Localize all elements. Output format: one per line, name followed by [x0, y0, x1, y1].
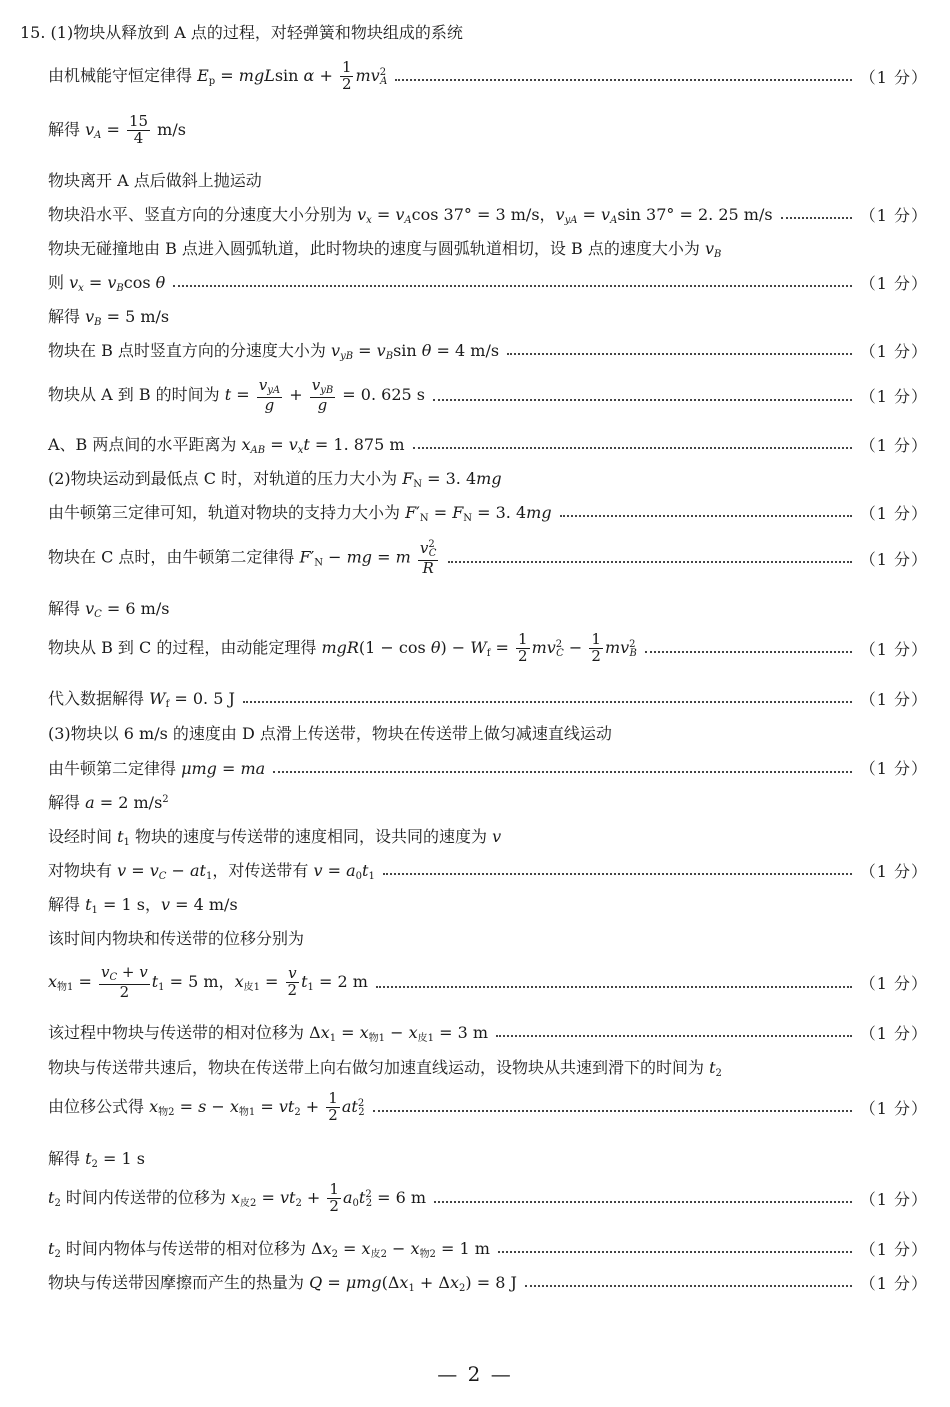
leader-dots: [433, 399, 852, 401]
line-tangent-at-b: [48, 236, 928, 260]
line-text: (2)物块运动到最低点 C 时，对轨道的压力大小为 $F_N = 3$. 4mg: [48, 469, 502, 490]
line-text: 物块从 A 到 B 的时间为 t = $\frac{v_{yA}}{g}$ + $\frac{v_{yB}}{g}$ = 0. 625 s: [48, 376, 425, 414]
line-text: 物块无碰撞地由 B 点进入圆弧轨道，此时物块的速度与圆弧轨道相切，设 B 点的速度大小为 $v_B$: [48, 239, 722, 260]
line-heat: [48, 1270, 928, 1294]
line-text: (3)物块以 6 m/s 的速度由 D 点滑上传送带，物块在传送带上做匀减速直线运动: [48, 724, 612, 743]
line-velocity-eq: [48, 858, 928, 882]
line-text: 对物块有 $v = v_C - at_1$，对传送带有 $v = a_0t_1$: [48, 861, 375, 882]
points-label: （1 分）: [859, 341, 928, 361]
line-belt-displacement-2: [48, 1182, 928, 1215]
line-newton-third: [48, 500, 928, 524]
line-relative-displacement-2: [48, 1236, 928, 1260]
points-label: （1 分）: [859, 549, 928, 569]
line-text: 解得 $v_C = 6$ m/s: [48, 599, 170, 620]
line-energy-conservation: [48, 60, 928, 93]
points-label: （1 分）: [859, 67, 928, 87]
leader-dots: [781, 217, 852, 219]
line-newton-second-c: [48, 540, 928, 576]
points-label: （1 分）: [859, 205, 928, 225]
leader-dots: [376, 986, 852, 988]
line-15-1: [20, 20, 928, 43]
page-number: — 2 —: [437, 1362, 513, 1386]
line-solve-vc: [48, 596, 928, 620]
line-vyb: [48, 338, 928, 362]
leader-dots: [395, 79, 851, 81]
line-common-velocity: [48, 824, 928, 848]
points-label: （1 分）: [859, 503, 928, 523]
points-label: （1 分）: [859, 689, 928, 709]
points-label: （1 分）: [859, 387, 928, 407]
points-label: （1 分）: [859, 759, 928, 778]
line-relative-displacement-1: [48, 1020, 928, 1044]
line-text: $t_2$ 时间内物体与传送带的相对位移为 $\Delta x_2 = x_{皮2} - x_{物2} = 1$ m: [48, 1239, 490, 1260]
line-15-3: [48, 721, 928, 744]
leader-dots: [507, 353, 852, 355]
line-text: 该时间内物块和传送带的位移分别为: [48, 929, 305, 948]
line-text: 解得 $t_2 = 1$ s: [48, 1149, 145, 1170]
line-text: 物块从 B 到 C 的过程，由动能定理得 $mgR(1 - \cos \theta) - W_f$ = $\frac{1}{2}$ $mv^2_C$ − $\frac{1}{2}$ $mv^2_B$: [48, 630, 637, 665]
line-text: 物块与传送带因摩擦而产生的热量为 $Q = \mu mg(\Delta x_1 + \Delta x_2) = 8$ J: [48, 1273, 517, 1294]
points-label: （1 分）: [859, 974, 928, 994]
leader-dots: [645, 651, 852, 653]
points-label: （1 分）: [859, 1023, 928, 1043]
points-label: （1 分）: [859, 435, 928, 455]
line-vx-relation: [48, 270, 928, 294]
leader-dots: [243, 701, 852, 703]
line-accelerate-right: [48, 1055, 928, 1079]
line-solve-va: [48, 114, 928, 147]
line-text: 由牛顿第三定律可知，轨道对物块的支持力大小为 $F'_N = F_N = 3$. 4mg: [48, 503, 552, 524]
line-projectile: [48, 168, 928, 191]
leader-dots: [496, 1035, 852, 1037]
line-text: 设经时间 $t_1$ 物块的速度与传送带的速度相同，设共同的速度为 v: [48, 827, 502, 848]
line-solve-t2: [48, 1146, 928, 1170]
points-label: （1 分）: [859, 1189, 928, 1209]
line-text: 物块与传送带共速后，物块在传送带上向右做匀加速直线运动，设物块从共速到滑下的时间为 $t_2$: [48, 1058, 722, 1079]
points-label: （1 分）: [859, 639, 928, 659]
line-text: 该过程中物块与传送带的相对位移为 $\Delta x_1 = x_{物1} - x_{皮1} = 3$ m: [48, 1023, 489, 1044]
leader-dots: [560, 515, 852, 517]
line-velocity-components: [48, 202, 928, 226]
points-label: （1 分）: [859, 1273, 928, 1293]
points-label: （1 分）: [859, 861, 928, 881]
line-time-ab: [48, 378, 928, 413]
line-text: 物块在 C 点时，由牛顿第二定律得 $F'_N$ − mg = m $\frac{v^2_C}{R}$: [48, 539, 437, 577]
points-label: （1 分）: [859, 1098, 928, 1118]
line-text: 物块离开 A 点后做斜上抛运动: [48, 171, 262, 190]
line-displacement-eq: [48, 965, 928, 1000]
leader-dots: [448, 561, 851, 563]
line-text: 则 $v_x = v_B\cos$ θ: [48, 273, 166, 294]
line-text: 解得 a = 2 $m/s^2$: [48, 793, 169, 812]
line-text: 解得 $v_A$ = $\frac{15}{4}$ m/s: [48, 112, 186, 147]
line-text: 物块沿水平、竖直方向的分速度大小分别为 $v_x = v_A\cos$ 37° = 3 m/s，$v_{yA} = v_A\sin$ 37° = 2. 25 m/s: [48, 205, 773, 226]
line-text: 由机械能守恒定律得 $E_p = mgLsin$ α + $\frac{1}{2}$ $mv^2_A$: [48, 58, 388, 93]
line-text: $x_{物1}$ = $\frac{v_C + v}{2}$ $t_1 = 5$ m，$x_{皮1}$ = $\frac{v}{2}$ $t_1 = 2$ m: [48, 963, 368, 1001]
line-newton-second-belt: [48, 756, 928, 779]
points-label: （1 分）: [859, 273, 928, 293]
leader-dots: [373, 1110, 852, 1112]
leader-dots: [173, 285, 851, 287]
line-text: 代入数据解得 $W_f = 0$. 5 J: [48, 689, 235, 710]
leader-dots: [434, 1201, 852, 1203]
leader-dots: [413, 447, 852, 449]
leader-dots: [383, 873, 852, 875]
line-solve-wf: [48, 686, 928, 710]
line-text: $t_2$ 时间内传送带的位移为 $x_{皮2} = vt_2$ + $\frac{1}{2}$ $a_0t^2_2 = 6$ m: [48, 1180, 427, 1215]
line-displacements: [48, 926, 928, 949]
leader-dots: [498, 1251, 852, 1253]
line-text: 物块在 B 点时竖直方向的分速度大小为 $v_{yB} = v_B\sin$ θ = 4 m/s: [48, 341, 500, 362]
line-text: 解得 $v_B = 5$ m/s: [48, 307, 170, 328]
line-distance-ab: [48, 432, 928, 456]
line-solve-a: [48, 790, 928, 813]
line-work-energy: [48, 632, 928, 665]
leader-dots: [273, 771, 852, 773]
line-text: 解得 $t_1 = 1$ s，v = 4 m/s: [48, 895, 238, 916]
line-text: 由位移公式得 $x_{物2} = s - x_{物1} = vt_2$ + $\frac{1}{2}$ $at^2_2$: [48, 1089, 365, 1124]
line-displacement-formula: [48, 1091, 928, 1124]
line-solve-vb: [48, 304, 928, 328]
question-header: 15. (1)物块从释放到 A 点的过程，对轻弹簧和物块组成的系统: [20, 23, 463, 42]
leader-dots: [525, 1285, 852, 1287]
line-solve-t1: [48, 892, 928, 916]
line-text: 由牛顿第二定律得 μmg = ma: [48, 759, 266, 778]
line-text: A、B 两点间的水平距离为 $x_{AB} = v_xt = 1$. 875 m: [48, 435, 405, 456]
points-label: （1 分）: [859, 1239, 928, 1259]
line-15-2: [48, 466, 928, 490]
